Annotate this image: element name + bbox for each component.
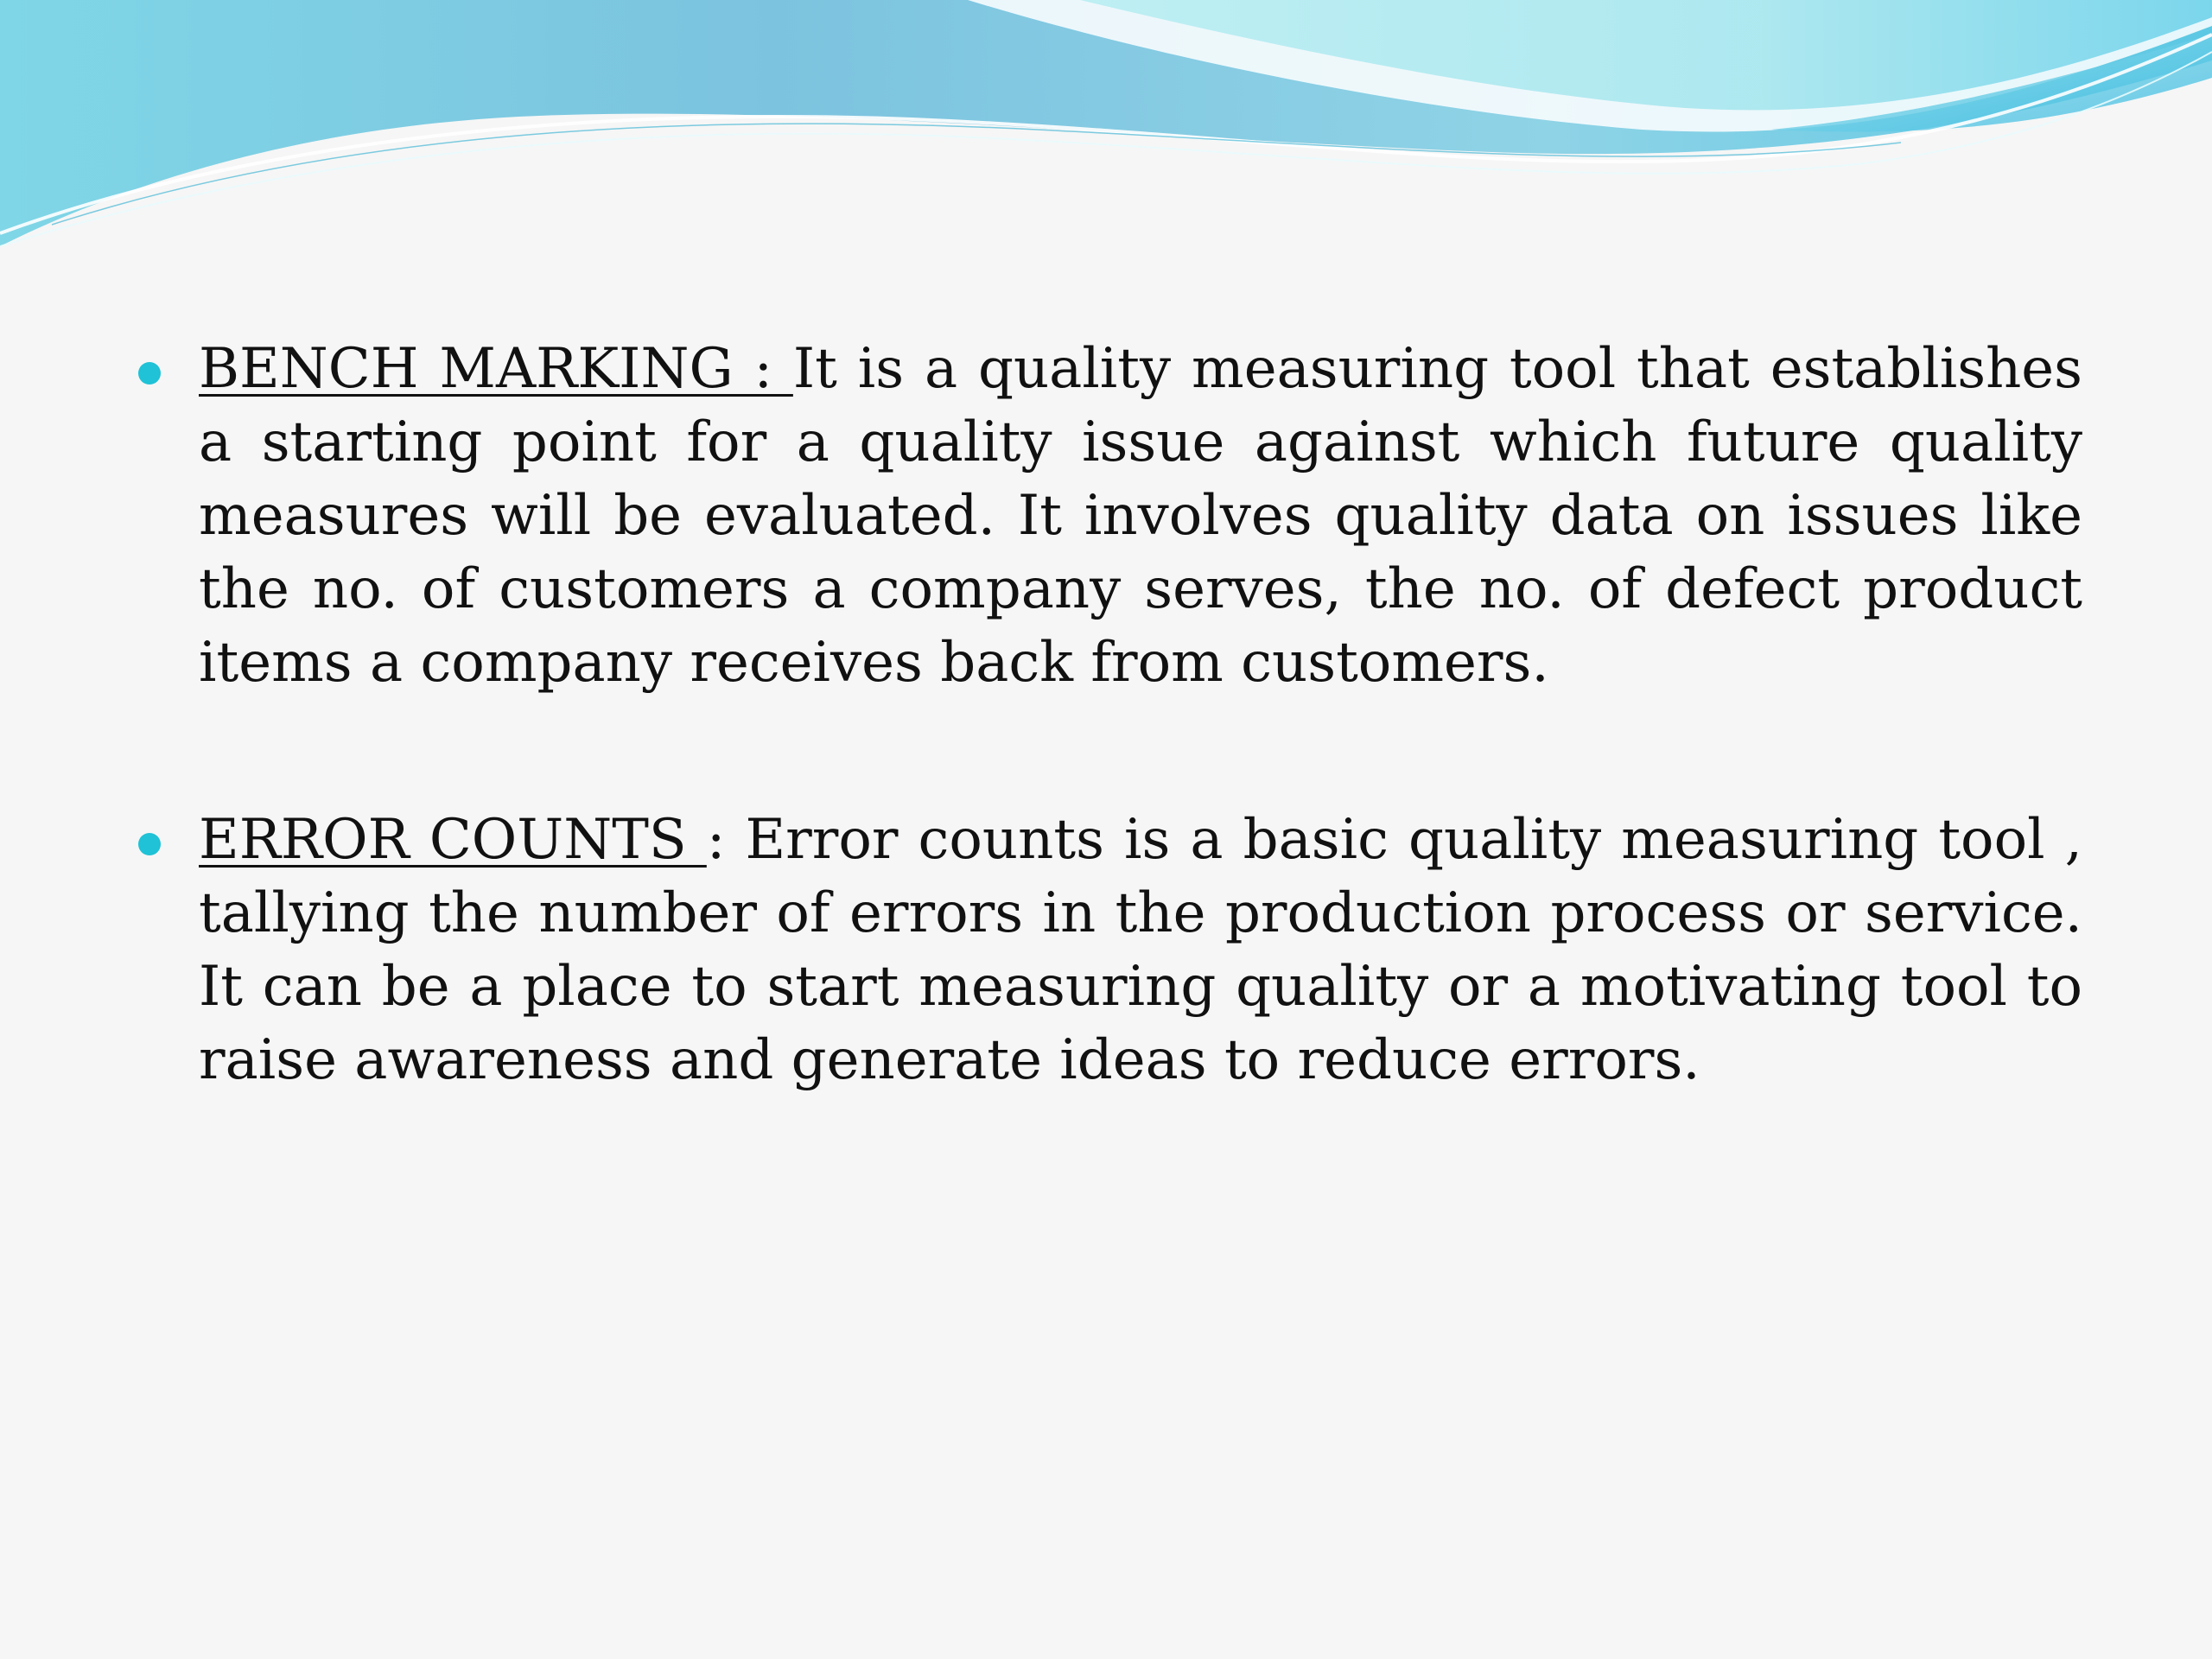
bullet-dot-icon [138,362,161,385]
error-counts-description: : Error counts is a basic quality measuring tool , tallying the number of errors in the production process or service. It can be a place to start measuring quality or a motivating tool to raise awareness and generate ideas to reduce errors. [199,808,2083,1092]
bullet-bench-marking [130,333,2082,700]
bullet-error-counts [130,804,2082,1097]
slide-content [130,333,2082,1201]
wave-header-decoration [0,0,2212,259]
bullet-dot-icon [138,833,161,855]
term-bench-marking: BENCH MARKING : [199,337,793,401]
term-error-counts: ERROR COUNTS [199,808,707,872]
bench-marking-description: It is a quality measuring tool that establishes a starting point for a quality issue against which future quality measures will be evaluated. It involves quality data on issues like the no. of customers a company serves, the no. of defect product items a company receives back from customers. [199,337,2082,695]
